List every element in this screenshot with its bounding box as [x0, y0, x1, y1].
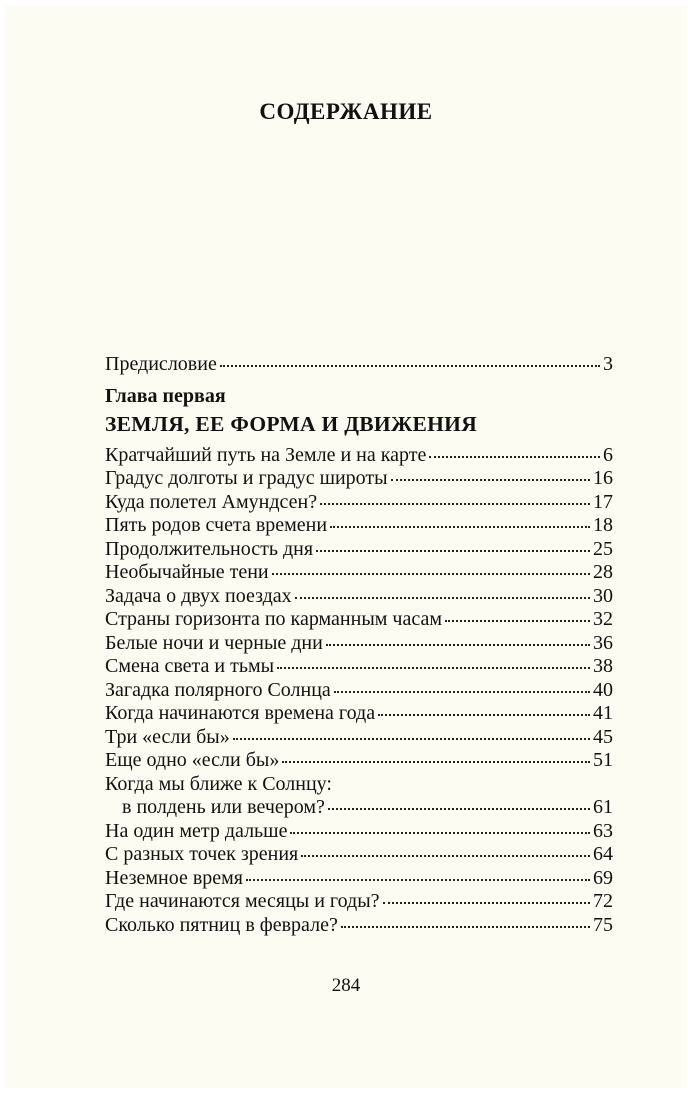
toc-entry[interactable]	[105, 585, 613, 609]
toc-entry[interactable]	[105, 561, 613, 585]
dot-leader	[290, 832, 590, 834]
toc-entry-text: Смена света и тьмы	[105, 655, 275, 677]
dot-leader	[295, 597, 590, 599]
dot-leader	[277, 667, 590, 669]
toc-entry-page: 30	[593, 584, 613, 607]
toc-entry-first-line[interactable]	[105, 773, 613, 797]
toc-entry[interactable]	[105, 538, 613, 562]
dot-leader	[316, 550, 590, 552]
toc-entry-page: 75	[593, 913, 613, 936]
dot-leader	[220, 365, 600, 367]
toc-entry-text: Страны горизонта по карманным часам	[105, 608, 443, 630]
toc-entry-page: 6	[603, 443, 613, 466]
dot-leader	[445, 620, 590, 622]
toc-entry-text: Куда полетел Амундсен?	[105, 490, 318, 513]
toc-entry[interactable]	[105, 444, 613, 468]
dot-leader	[272, 573, 590, 575]
dot-leader	[328, 808, 590, 810]
toc-entry-text: С разных точек зрения	[105, 843, 299, 865]
toc-entry-page: 72	[593, 890, 613, 912]
toc-entry-text: Когда мы ближе к Солнцу:	[105, 772, 332, 795]
toc-entry-text: Еще одно «если бы»	[105, 749, 280, 771]
dot-leader	[391, 479, 590, 481]
toc-entry[interactable]	[105, 679, 613, 703]
toc-entry[interactable]	[105, 467, 613, 491]
toc-entry-page: 69	[593, 866, 613, 889]
toc-entry[interactable]	[105, 914, 613, 938]
toc-entry[interactable]	[105, 608, 613, 632]
toc-entry-page: 17	[593, 490, 613, 513]
toc-entry-page: 18	[593, 514, 613, 536]
dot-leader	[341, 926, 590, 928]
table-of-contents	[105, 353, 613, 937]
toc-entry[interactable]	[105, 890, 613, 914]
toc-entry-text: Градус долготы и градус широты	[105, 467, 388, 489]
toc-entry-continuation[interactable]	[105, 796, 613, 820]
toc-entry-text: в полдень или вечером?	[122, 796, 325, 818]
toc-entry-preface[interactable]	[105, 353, 613, 377]
toc-entry-text: Задача о двух поездах	[105, 584, 292, 607]
toc-entry-page: 36	[593, 631, 613, 654]
toc-entry[interactable]	[105, 867, 613, 891]
toc-entry-text: Белые ночи и черные дни	[105, 631, 323, 654]
toc-entry[interactable]	[105, 491, 613, 515]
chapter-label: Глава первая	[105, 384, 226, 407]
dot-leader	[334, 691, 590, 693]
toc-entry-page: 63	[593, 819, 613, 842]
toc-entry[interactable]	[105, 843, 613, 867]
toc-entry-text: Сколько пятниц в феврале?	[105, 913, 338, 936]
toc-entry[interactable]	[105, 726, 613, 750]
dot-leader	[330, 526, 590, 528]
toc-entry[interactable]	[105, 702, 613, 726]
page-number: 284	[331, 975, 361, 996]
book-page	[5, 5, 687, 1088]
toc-entry[interactable]	[105, 749, 613, 773]
toc-entry-page: 51	[593, 749, 613, 771]
toc-entry-text: Предисловие	[105, 353, 217, 375]
toc-entry-page: 25	[593, 537, 613, 560]
toc-entry[interactable]	[105, 820, 613, 844]
toc-entry[interactable]	[105, 655, 613, 679]
dot-leader	[429, 456, 600, 458]
toc-entry-text: На один метр дальше	[105, 819, 288, 842]
toc-entry-text: Продолжительность дня	[105, 537, 314, 560]
toc-entry-text: Загадка полярного Солнца	[105, 678, 331, 701]
toc-entry-text: Неземное время	[105, 866, 243, 889]
dot-leader	[233, 738, 590, 740]
dot-leader	[282, 761, 590, 763]
toc-entry-page: 16	[593, 467, 613, 489]
toc-entry-page: 40	[593, 678, 613, 701]
toc-entry[interactable]	[105, 514, 613, 538]
page-title: СОДЕРЖАНИЕ	[259, 99, 433, 124]
toc-entry-text: Где начинаются месяцы и годы?	[105, 890, 380, 912]
toc-entry-text: Необычайные тени	[105, 561, 269, 583]
toc-entry-text: Кратчайший путь на Земле и на карте	[105, 443, 427, 466]
toc-entry-page: 32	[593, 608, 613, 630]
toc-entry-text: Когда начинаются времена года	[105, 702, 376, 724]
dot-leader	[301, 855, 590, 857]
toc-entry-page: 28	[593, 561, 613, 583]
toc-entry-page: 64	[593, 843, 613, 865]
toc-entry-page: 38	[593, 655, 613, 677]
chapter-title: ЗЕМЛЯ, ЕЕ ФОРМА И ДВИЖЕНИЯ	[105, 411, 478, 436]
toc-entry[interactable]	[105, 632, 613, 656]
toc-entry-page: 45	[593, 725, 613, 748]
toc-entry-page: 61	[593, 796, 613, 818]
dot-leader	[383, 902, 590, 904]
dot-leader	[326, 644, 590, 646]
toc-entry-page: 41	[593, 702, 613, 724]
dot-leader	[320, 503, 590, 505]
toc-entry-page: 3	[603, 353, 613, 375]
dot-leader	[246, 879, 590, 881]
toc-entry-text: Пять родов счета времени	[105, 514, 328, 536]
toc-entry-text: Три «если бы»	[105, 725, 230, 748]
dot-leader	[378, 714, 590, 716]
